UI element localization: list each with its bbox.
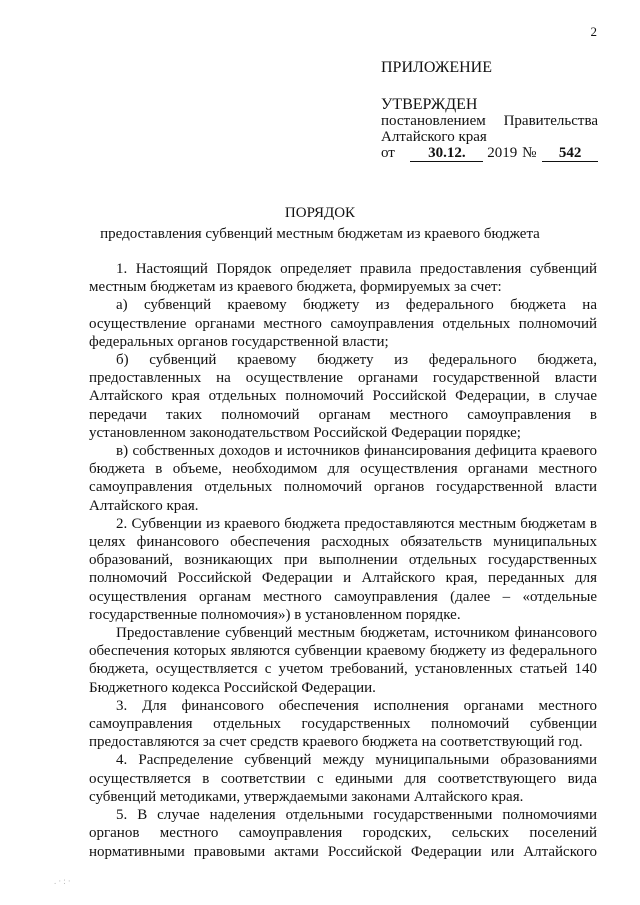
approval-date: 30.12. (410, 146, 483, 162)
document-title: ПОРЯДОК (284, 205, 356, 221)
number-sign: № (522, 145, 537, 161)
from-label: от (381, 145, 395, 161)
scan-smudge: .·:· (54, 876, 73, 886)
approval-year: 2019 (487, 145, 518, 161)
resolution-word: постановлением (381, 113, 486, 129)
paragraph-1c: в) собственных доходов и источников финансирования дефицита краевого бюджета в объеме, необходимом для осуществления органами местного самоуправления отдельных полномочий органов государственной власти Алтайского края. (89, 443, 597, 514)
paragraph-2: 2. Субвенции из краевого бюджета предоставляются местным бюджетам в целях финансового обеспечения расходных обязательств муниципальных образований, возникающих при выполнении отдельных государственных полномочий Российской Федерации и Алтайского края, переданных для осуществления органам местного самоуправления (далее – «отдельные государственные полномочия») в установленном порядке. (89, 515, 597, 623)
paragraph-4: 4. Распределение субвенций между муниципальными образованиями осуществляется в соответствии с едиными для соответствующего вида субвенций методиками, утверждаемыми законами Алтайского края. (89, 752, 597, 805)
paragraph-1a: а) субвенций краевому бюджету из федерального бюджета на осуществление органами местного самоуправления отдельных полномочий федеральных органов государственной власти; (89, 297, 597, 350)
document-body (89, 260, 597, 861)
document-subtitle: предоставления субвенций местным бюджетам из краевого бюджета (100, 226, 540, 242)
region-line: Алтайского края (381, 129, 487, 145)
date-number-line (381, 145, 598, 162)
approved-heading: УТВЕРЖДЕН (381, 96, 478, 113)
paragraph-5: 5. В случае наделения отдельными государственными полномочиями органов местного самоуправления городских, сельских поселений нормативными правовыми актами Российской Федерации или Алтайского (89, 807, 597, 860)
page-number: 2 (590, 24, 597, 39)
paragraph-1b: б) субвенций краевому бюджету из федерального бюджета, предоставленных на осуществление органами государственной власти Алтайского края отдельных полномочий Российской Федерации, в случае передачи таких полномочий органам местного самоуправления в установленном законодательством Российской Федерации порядке; (89, 352, 597, 441)
paragraph-1: 1. Настоящий Порядок определяет правила предоставления субвенций местным бюджетам из краевого бюджета, формируемых за счет: (89, 261, 597, 296)
resolution-line (381, 113, 598, 129)
approval-block (381, 60, 598, 162)
paragraph-2-cont: Предоставление субвенций местным бюджетам, источником финансового обеспечения которых являются субвенции краевому бюджету из федерального бюджета, осуществляется с учетом требований, установленных статьей 140 Бюджетного кодекса Российской Федерации. (89, 625, 597, 696)
government-word: Правительства (503, 113, 598, 129)
paragraph-3: 3. Для финансового обеспечения исполнения органами местного самоуправления отдельных государственных полномочий субвенции предоставляются за счет средств краевого бюджета на соответствующий год. (89, 697, 597, 751)
approval-number: 542 (542, 146, 598, 162)
appendix-heading: ПРИЛОЖЕНИЕ (381, 59, 493, 76)
